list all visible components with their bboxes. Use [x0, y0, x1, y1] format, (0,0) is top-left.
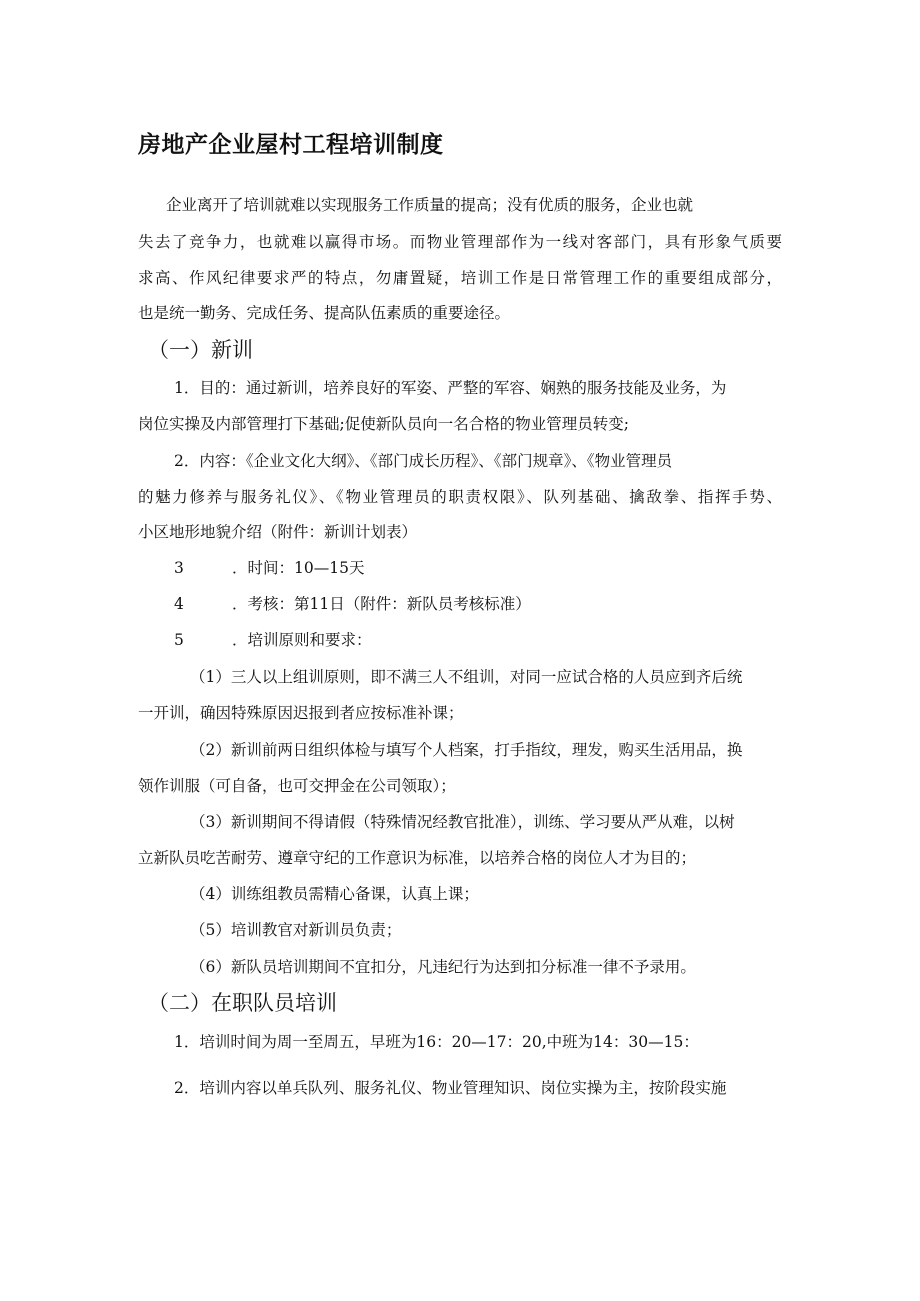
req1-line-1: （1）三人以上组训原则，即不满三人不组训，对同一应试合格的人员应到齐后统	[190, 668, 743, 686]
item3-number: 3	[174, 559, 184, 577]
req1-line-2: 一开训，确因特殊原因迟报到者应按标准补课；	[138, 704, 464, 722]
item2-line-2: 的魅力修养与服务礼仪》、《物业管理员的职责权限》、队列基础、擒敌拳、指挥手势、	[138, 488, 782, 506]
item2-line-3: 小区地形地貌介绍（附件：新训计划表）	[138, 523, 418, 541]
item5-text: ．培训原则和要求：	[232, 631, 372, 649]
req3-line-1: （3）新训期间不得请假（特殊情况经教官批准），训练、学习要从严从难，以树	[190, 813, 735, 831]
item1-line-1: 1．目的：通过新训，培养良好的军姿、严整的军容、娴熟的服务技能及业务，为	[174, 379, 727, 397]
intro-line-4: 也是统一勤务、完成任务、提高队伍素质的重要途径。	[138, 304, 511, 322]
s2-item1: 1．培训时间为周一至周五，早班为16：20—17：20,中班为14：30—15：	[174, 1033, 699, 1051]
req6: （6）新队员培训期间不宜扣分，凡违纪行为达到扣分标准一律不予录用。	[190, 958, 696, 976]
item1-line-2: 岗位实操及内部管理打下基础;促使新队员向一名合格的物业管理员转变;	[138, 415, 629, 433]
item4-number: 4	[174, 595, 184, 613]
item5-number: 5	[174, 631, 184, 649]
document-title: 房地产企业屋村工程培训制度	[138, 132, 444, 158]
item3-text: ．时间：10—15天	[232, 559, 365, 577]
intro-line-3: 求高、作风纪律要求严的特点，勿庸置疑，培训工作是日常管理工作的重要组成部分，	[138, 269, 782, 287]
item3	[174, 558, 364, 578]
section-heading-1: （一）新训	[148, 338, 253, 362]
item4	[174, 594, 531, 614]
req2-line-2: 领作训服（可自备，也可交押金在公司领取）；	[138, 777, 456, 795]
req5: （5）培训教官对新训员负责；	[190, 921, 402, 939]
req4: （4）训练组教员需精心备课，认真上课；	[190, 885, 479, 903]
intro-line-1: 企业离开了培训就难以实现服务工作质量的提高；没有优质的服务，企业也就	[166, 196, 694, 214]
req2-line-1: （2）新训前两日组织体检与填写个人档案，打手指纹，理发，购买生活用品，换	[190, 741, 743, 759]
item4-text: ．考核：第11日（附件：新队员考核标准）	[232, 595, 531, 613]
intro-line-2: 失去了竞争力，也就难以赢得市场。而物业管理部作为一线对客部门，具有形象气质要	[138, 233, 782, 251]
req3-line-2: 立新队员吃苦耐劳、遵章守纪的工作意识为标准，以培养合格的岗位人才为目的；	[138, 849, 697, 867]
item2-line-1: 2．内容：《企业文化大纲》、《部门成长历程》、《部门规章》、《物业管理员	[174, 452, 673, 470]
item5	[174, 630, 372, 650]
s2-item2: 2．培训内容以单兵队列、服务礼仪、物业管理知识、岗位实操为主，按阶段实施	[174, 1079, 727, 1097]
section-heading-2: （二）在职队员培训	[148, 991, 337, 1015]
